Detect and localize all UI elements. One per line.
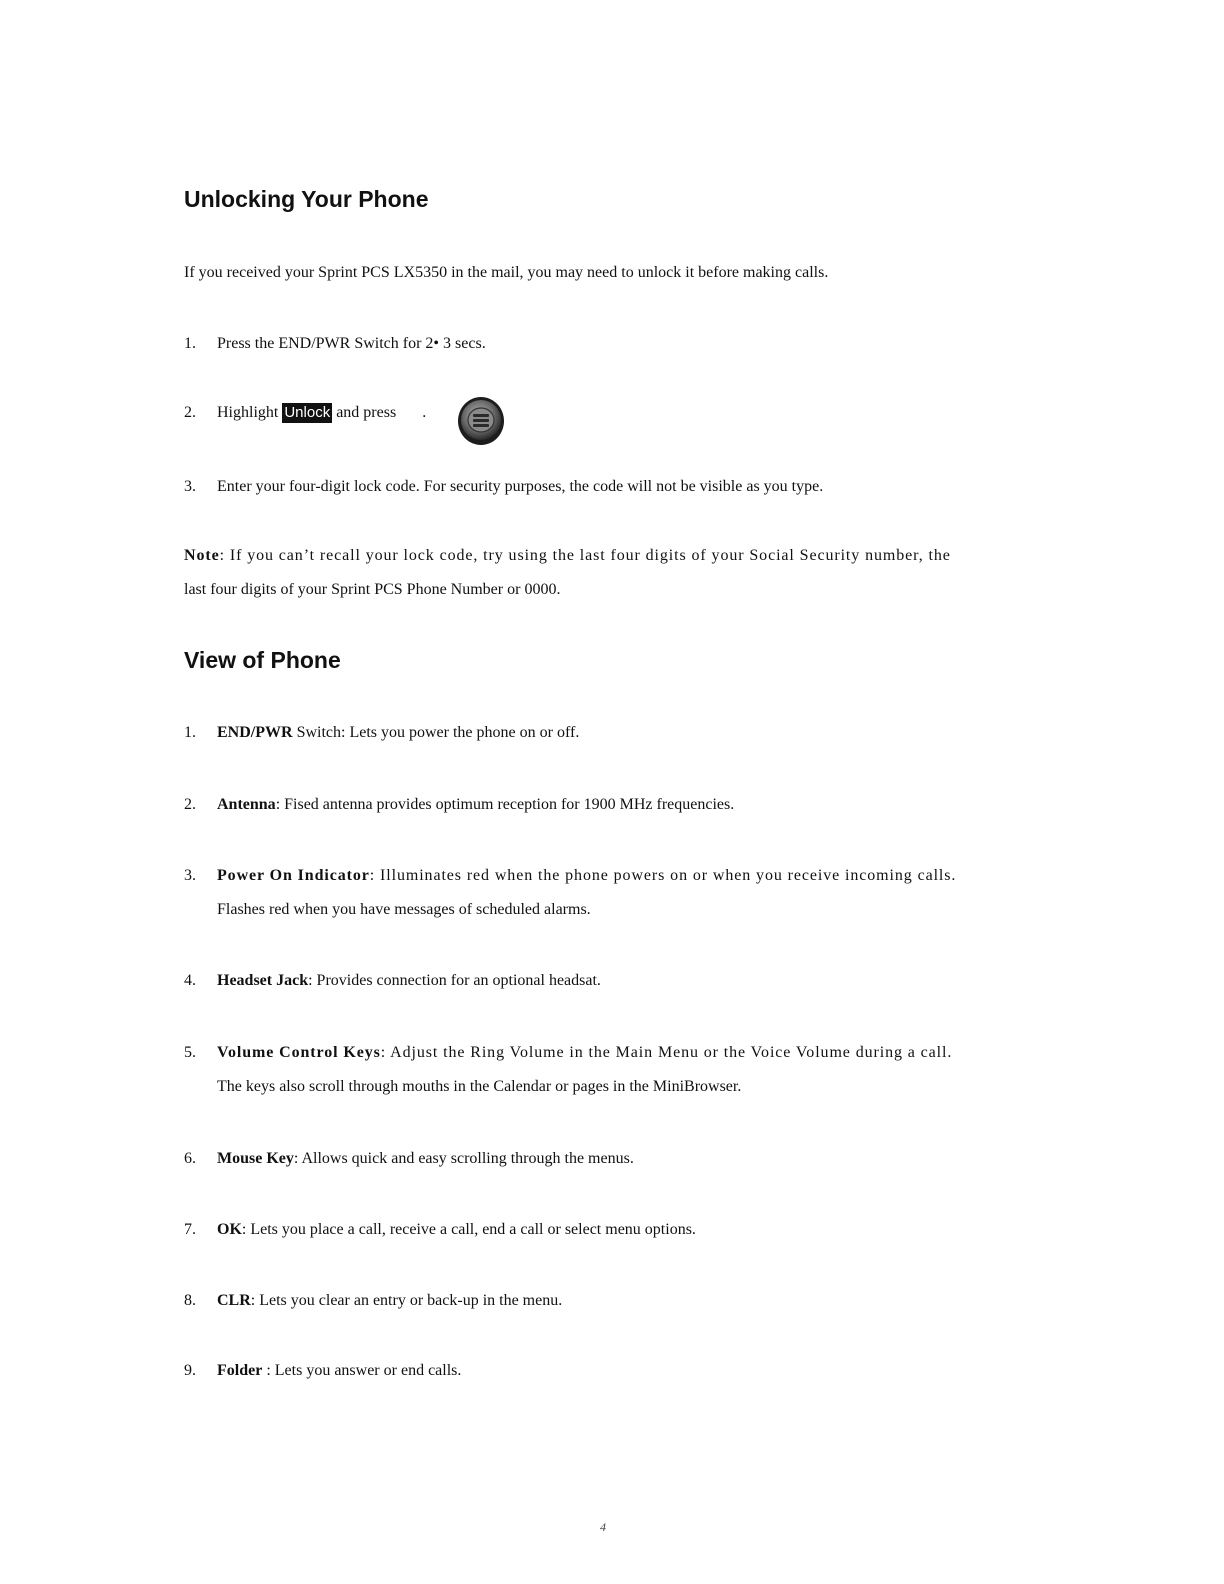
item-desc: : Provides connection for an optional headsat. xyxy=(308,972,601,989)
item-term: Power On Indicator xyxy=(217,867,370,884)
step-text-after: and press xyxy=(336,404,397,421)
intro-paragraph: If you received your Sprint PCS LX5350 in the mail, you may need to unlock it before making calls. xyxy=(184,264,829,281)
item-term: Headset Jack xyxy=(217,972,309,989)
item-desc: : Lets you place a call, receive a call, end a call or select menu options. xyxy=(241,1221,696,1238)
item-term: OK xyxy=(217,1221,242,1238)
note-line-2: last four digits of your Sprint PCS Phone Number or 0000. xyxy=(184,581,561,598)
item-term: Folder xyxy=(217,1362,263,1379)
item-number: 8. xyxy=(184,1292,196,1309)
item-desc: Switch: Lets you power the phone on or off. xyxy=(292,724,580,741)
unlock-highlight: Unlock xyxy=(284,404,331,421)
step-number: 2. xyxy=(184,404,196,421)
step-text-dot: . xyxy=(422,404,427,421)
item-number: 4. xyxy=(184,972,196,989)
step-number: 1. xyxy=(184,335,196,352)
item-term: CLR xyxy=(217,1292,251,1309)
section-title-unlocking: Unlocking Your Phone xyxy=(184,186,429,212)
item-number: 2. xyxy=(184,796,196,813)
page-number: 4 xyxy=(600,1520,606,1534)
step-number: 3. xyxy=(184,478,196,495)
ok-key-icon xyxy=(457,396,505,446)
item-term: Antenna xyxy=(217,796,276,813)
item-desc: : Lets you answer or end calls. xyxy=(262,1362,462,1379)
step-text: Press the END/PWR Switch for 2• 3 secs. xyxy=(217,335,486,352)
note-line-1 xyxy=(184,547,951,565)
item-term: Mouse Key xyxy=(217,1150,294,1167)
item-desc-line2: Flashes red when you have messages of scheduled alarms. xyxy=(217,901,591,918)
item-term: Volume Control Keys xyxy=(217,1044,381,1061)
item-number: 1. xyxy=(184,724,196,741)
item-desc: : Illuminates red when the phone powers on or when you receive incoming calls. xyxy=(369,867,957,884)
step-text: Enter your four-digit lock code. For security purposes, the code will not be visible as you type. xyxy=(217,478,824,495)
step-text-before: Highlight xyxy=(217,404,279,421)
item-term: END/PWR xyxy=(217,724,293,741)
item-number: 7. xyxy=(184,1221,196,1238)
note-label: Note xyxy=(184,547,220,564)
item-desc: : Fised antenna provides optimum reception for 1900 MHz frequencies. xyxy=(275,796,735,813)
item-number: 5. xyxy=(184,1044,196,1061)
item-number: 9. xyxy=(184,1362,196,1379)
item-number: 6. xyxy=(184,1150,196,1167)
item-desc: : Adjust the Ring Volume in the Main Menu or the Voice Volume during a call. xyxy=(380,1044,953,1061)
section-title-view-of-phone: View of Phone xyxy=(184,647,341,673)
note-text: : If you can’t recall your lock code, try using the last four digits of your Social Security number, the xyxy=(219,547,951,564)
item-desc: : Lets you clear an entry or back-up in the menu. xyxy=(250,1292,563,1309)
item-number: 3. xyxy=(184,867,196,884)
item-desc-line2: The keys also scroll through mouths in the Calendar or pages in the MiniBrowser. xyxy=(217,1078,742,1095)
item-desc: : Allows quick and easy scrolling through the menus. xyxy=(293,1150,634,1167)
step-text xyxy=(217,403,1047,423)
